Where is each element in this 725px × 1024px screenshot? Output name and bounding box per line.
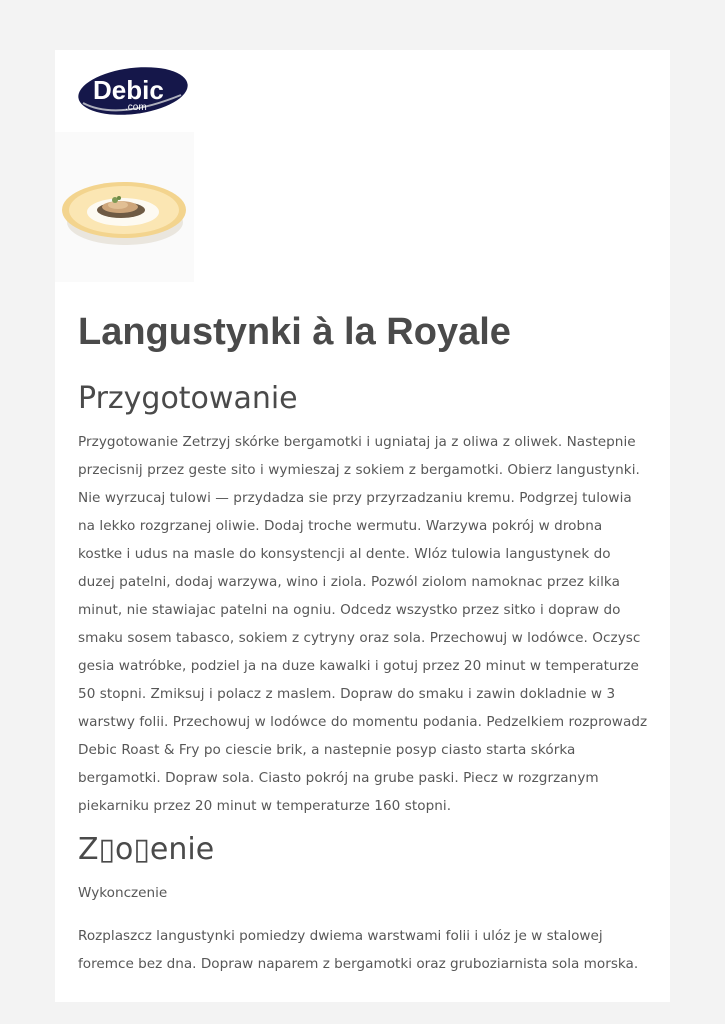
recipe-title: Langustynki à la Royale [78,311,511,353]
assembly-heading: Z▯o▯enie [78,832,215,867]
debic-logo-image [77,65,189,117]
finishing-label: Wykonczenie [78,885,168,901]
logo-suffix: .com [125,102,147,113]
preparation-text: Przygotowanie Zetrzyj skórke bergamotki i ugniataj ja z oliwa z oliwek. Nastepnie przecisnij przez geste sito i wymieszaj z sokiem z bergamotki. Obierz langustynki. Nie wyrzucaj tulowi — przydadza sie przy przyrzadzaniu kremu. Podgrzej tulowia na lekko rozgrzanej oliwie. Dodaj troche wermutu. Warzywa pokrój w drobna kostke i udus na masle do konsystencji al dente. Wlóz tulowia langustynek do duzej patelni, dodaj warzywa, wino i ziola. Pozwól ziolom namoknac przez kilka minut, nie stawiajac patelni na ogniu. Odcedz wszystko przez sitko i dopraw do smaku sosem tabasco, sokiem z cytryny oraz sola. Przechowuj w lodówce. Oczysc gesia watróbke, podziel ja na duze kawalki i gotuj przez 20 minut w temperaturze 50 stopni. Zmiksuj i polacz z maslem. Dopraw do smaku i zawin dokladnie w 3 warstwy folii. Przechowuj w lodówce do momentu podania. Pedzelkiem rozprowadz Debic Roast & Fry po ciescie brik, a nastepnie posyp ciasto starta skórka bergamotki. Dopraw sola. Ciasto pokrój na grube paski. Piecz w rozgrzanym piekarniku przez 20 minut w temperaturze 160 stopni. [78,434,648,814]
recipe-page [55,50,670,1002]
debic-logo[interactable] [77,65,189,117]
preparation-heading: Przygotowanie [78,381,298,416]
finishing-text: Rozplaszcz langustynki pomiedzy dwiema warstwami folii i ulóz je w stalowej foremce bez dna. Dopraw naparem z bergamotki oraz gruboziarnista sola morska. [78,928,639,972]
dish-photo [55,132,194,282]
logo-text: Debic [93,75,164,105]
plate-illustration [55,132,194,282]
